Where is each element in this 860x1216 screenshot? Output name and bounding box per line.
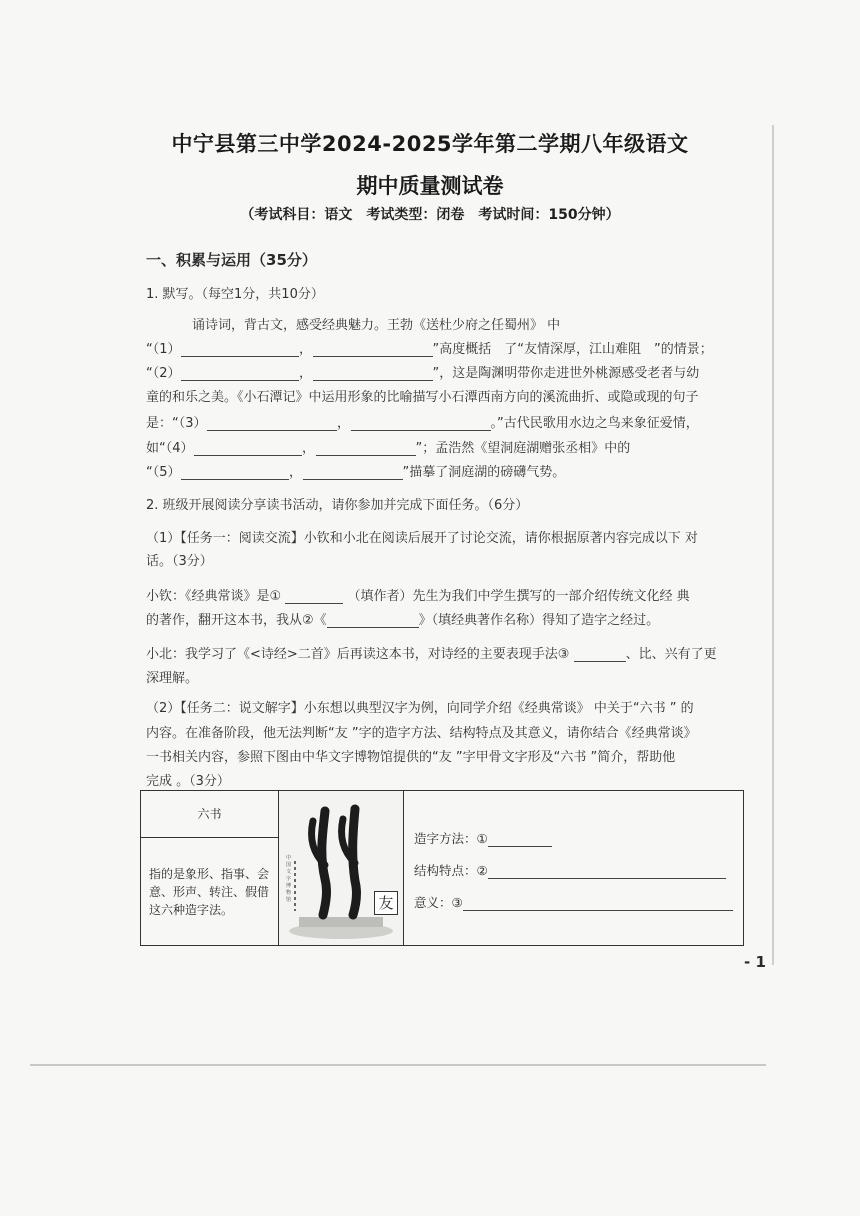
exam-subtitle: （考试科目：语文 考试类型：闭卷 考试时间：150分钟） <box>240 207 620 223</box>
q2-task2-line1: （2）【任务二：说文解字】小东想以典型汉字为例，向同学介绍《经典常谈》 中关于“六书 ” 的 <box>146 701 694 716</box>
blank-label: 如“（4） <box>146 441 194 456</box>
blank-label: “（1） <box>146 342 181 357</box>
method-row <box>414 829 552 847</box>
q1-line2 <box>146 362 699 381</box>
q1-intro: 诵诗词，背古文，感受经典魅力。王勃《送杜少府之任蜀州》 中 <box>192 318 561 333</box>
answer-blank[interactable] <box>181 465 289 480</box>
comma: ， <box>299 342 313 357</box>
page-number: - 1 <box>744 953 766 971</box>
method-label: 造字方法：① <box>414 831 488 846</box>
comma: ， <box>302 441 316 456</box>
line-text: 》（填经典著作名称）得知了造字之经过。 <box>418 613 660 628</box>
answer-blank[interactable] <box>313 342 433 357</box>
liushu-table <box>140 790 744 946</box>
answer-blank[interactable] <box>181 366 299 381</box>
q2-task2-line3: 一书相关内容，参照下图由中华文字博物馆提供的“友 ”字甲骨文字形及“六书 ”简介，帮助他 <box>146 750 676 765</box>
section-heading: 一、积累与运用（35分） <box>146 251 317 269</box>
answer-blank[interactable] <box>351 416 491 431</box>
answer-blank[interactable] <box>313 366 433 381</box>
meaning-row <box>414 893 733 911</box>
exam-title-line1: 中宁县第三中学2024-2025学年第二学期八年级语文 <box>171 132 689 156</box>
structure-row <box>414 861 726 879</box>
q1-line5 <box>146 437 630 456</box>
q1-line6 <box>146 461 565 480</box>
blank-label: 是：“（3） <box>146 416 207 431</box>
meaning-label: 意义：③ <box>414 895 463 910</box>
answer-blank[interactable] <box>327 613 419 628</box>
line-text: 、比、兴有了更 <box>625 647 717 662</box>
liushu-info-cell <box>141 791 279 945</box>
answer-blank[interactable] <box>316 441 416 456</box>
scan-fold-line <box>30 1064 766 1066</box>
q2-stem: 2. 班级开展阅读分享读书活动，请你参加并完成下面任务。（6分） <box>146 498 529 513</box>
q2-task2-line4: 完成 。（3分） <box>146 774 230 789</box>
answer-blank[interactable] <box>194 441 302 456</box>
q1-line4 <box>146 412 699 431</box>
q2-task2-line2: 内容。在准备阶段，他无法判断“友 ”字的造字方法、结构特点及其意义，请你结合《经典常谈》 <box>146 726 697 741</box>
oracle-bone-image <box>279 791 404 945</box>
line-text: ”，这是陶渊明带你走进世外桃源感受老者与幼 <box>432 366 700 381</box>
oracle-you-glyph-icon <box>279 791 403 945</box>
you-character-label: 友 <box>374 891 398 915</box>
q1-line3: 童的和乐之美。《小石潭记》中运用形象的比喻描写小石潭西南方向的溪流曲折、或隐或现的句子 <box>146 390 699 405</box>
line-text: （填作者）先生为我们中学生撰写的一部介绍传统文化经 典 <box>347 589 690 604</box>
answer-blank[interactable] <box>285 589 343 604</box>
line-text: 小北：我学习了《<诗经>二首》后再读这本书，对诗经的主要表现手法③ <box>146 647 570 662</box>
liushu-description: 指的是象形、指事、会意、形声、转注、假借这六种造字法。 <box>149 867 270 917</box>
comma: ， <box>289 465 303 480</box>
line-text: ”描摹了洞庭湖的磅礴气势。 <box>402 465 566 480</box>
q2-task1-line2: 话。（3分） <box>146 554 213 569</box>
q1-stem: 1. 默写。（每空1分，共10分） <box>146 287 324 302</box>
blank-label: “（2） <box>146 366 181 381</box>
blank-label: “（5） <box>146 465 181 480</box>
comma: ， <box>337 416 351 431</box>
xiaobei-line2: 深理解。 <box>146 671 199 686</box>
line-text: 小钦：《经典常谈》是① <box>146 589 282 604</box>
meaning-blank[interactable] <box>463 896 733 911</box>
line-text: 的著作，翻开这本书，我从②《 <box>146 613 327 628</box>
comma: ， <box>299 366 313 381</box>
liushu-heading: 六书 <box>141 791 278 838</box>
structure-blank[interactable] <box>488 864 726 879</box>
line-text: 。”古代民歌用水边之鸟来象征爱情， <box>490 416 699 431</box>
bleed-through-edge <box>772 125 774 965</box>
xiaoqin-line2 <box>146 609 659 628</box>
q1-line1 <box>146 338 713 357</box>
exam-title-line2: 期中质量测试卷 <box>356 174 504 198</box>
method-blank[interactable] <box>488 832 552 847</box>
q2-task1-line1: （1）【任务一：阅读交流】小钦和小北在阅读后展开了讨论交流，请你根据原著内容完成以下 对 <box>146 531 698 546</box>
answer-blank[interactable] <box>207 416 337 431</box>
answer-cell <box>404 791 743 945</box>
answer-blank[interactable] <box>574 647 626 662</box>
answer-blank[interactable] <box>303 465 403 480</box>
xiaobei-line1 <box>146 643 717 662</box>
answer-blank[interactable] <box>181 342 299 357</box>
line-text: ”；孟浩然《望洞庭湖赠张丞相》中的 <box>415 441 631 456</box>
line-text: ”高度概括 了“友情深厚，江山难阻 ”的情景； <box>432 342 713 357</box>
xiaoqin-line1 <box>146 585 690 604</box>
museum-seal-text: 中国文字博物馆 <box>286 855 292 903</box>
structure-label: 结构特点：② <box>414 863 488 878</box>
